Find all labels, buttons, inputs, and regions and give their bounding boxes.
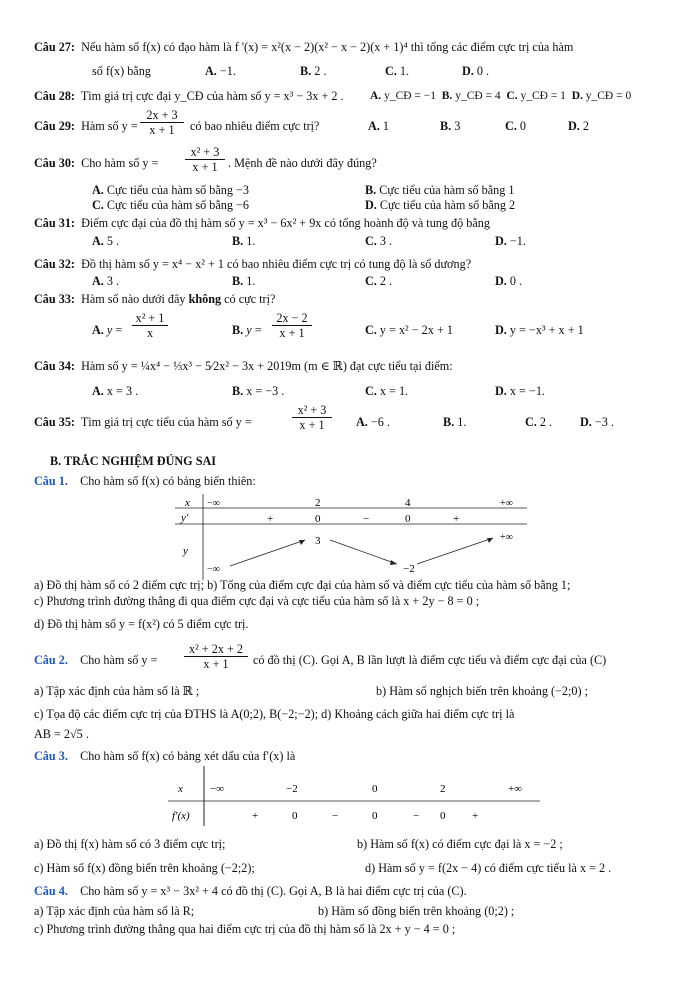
q28-opt-b[interactable]: B. y_CĐ = 4 — [441, 90, 501, 102]
c2-fraction: x² + 2x + 2 x + 1 — [184, 642, 248, 671]
q27-line1 — [34, 40, 573, 55]
q27-opt-a[interactable]: A. −1. — [205, 64, 236, 78]
q29-fraction: 2x + 3 x + 1 — [140, 108, 184, 137]
q35-opt-a[interactable]: A. −6 . — [356, 415, 390, 429]
q29-post: có bao nhiêu điểm cực trị? — [190, 119, 320, 133]
c1-y-val: −∞ — [207, 564, 220, 575]
q30-opt-c[interactable]: C. Cực tiểu của hàm số bằng −6 — [92, 198, 249, 212]
c3-sign: − — [413, 810, 420, 822]
c3-x-val: +∞ — [508, 783, 523, 795]
q28-stem: Câu 28: Tìm giá trị cực đại y_CĐ của hàm số y = x³ − 3x + 2 . — [34, 89, 344, 103]
q29-opt-d[interactable]: D. 2 — [568, 119, 589, 133]
q30-stem: Câu 30: Cho hàm số y = — [34, 156, 159, 170]
q35-opt-b[interactable]: B. 1. — [443, 415, 467, 429]
c2-stmt-b: b) Hàm số nghịch biến trên khoảng (−2;0) ; — [376, 684, 588, 698]
c3-x-header: x — [178, 783, 183, 795]
q33-opt-b[interactable]: B. y = — [232, 323, 262, 337]
q33-opt-d[interactable]: D. y = −x³ + x + 1 — [495, 323, 584, 337]
c1-yp-header: y′ — [181, 512, 189, 524]
section-b-title: B. TRẮC NGHIỆM ĐÚNG SAI — [50, 454, 217, 468]
q29-stem: Câu 29: Hàm số y = — [34, 119, 138, 133]
c3-stmt-a: a) Đồ thị f(x) hàm số có 3 điểm cực trị; — [34, 837, 226, 851]
q32-opt-b[interactable]: B. 1. — [232, 274, 256, 288]
c1-x-val: +∞ — [500, 498, 513, 509]
c2-stem: Câu 2. Cho hàm số y = — [34, 653, 158, 667]
q34-stem: Câu 34: Hàm số y = ¼x⁴ − ⅓x³ − 5⁄2x² − 3x + 2019m (m ∈ ℝ) đạt cực tiểu tại điểm: — [34, 359, 453, 373]
q35-stem: Câu 35: Tìm giá trị cực tiểu của hàm số y = — [34, 415, 252, 429]
q29-opt-a[interactable]: A. 1 — [368, 119, 389, 133]
q34-opt-b[interactable]: B. x = −3 . — [232, 384, 285, 398]
q27-line2 — [92, 64, 151, 79]
q31-opt-c[interactable]: C. 3 . — [365, 234, 393, 248]
q29-opt-c[interactable]: C. 0 — [505, 119, 526, 133]
c3-sign: 0 — [292, 810, 298, 822]
c1-y-val: +∞ — [500, 532, 513, 543]
q31-stem: Câu 31: Điểm cực đại của đồ thị hàm số y = x³ − 6x² + 9x có tổng hoành độ và tung độ bằng — [34, 216, 490, 230]
q27-text2: số f(x) bằng — [92, 64, 151, 78]
q30-opt-a[interactable]: A. Cực tiểu của hàm số bằng −3 — [92, 183, 249, 197]
c3-stmt-c: c) Hàm số f(x) đồng biến trên khoảng (−2;2); — [34, 861, 255, 875]
c3-x-val: −2 — [286, 783, 298, 795]
q32-opt-a[interactable]: A. 3 . — [92, 274, 120, 288]
q32-stem: Câu 32: Đồ thị hàm số y = x⁴ − x² + 1 có bao nhiêu điểm cực trị có tung độ là số dương? — [34, 257, 472, 271]
c1-variation-table — [175, 494, 530, 580]
c3-sign: − — [332, 810, 339, 822]
q33-stem: Câu 33: Hàm số nào dưới đây không có cực trị? — [34, 292, 276, 306]
q27-text: Nếu hàm số f(x) có đạo hàm là f '(x) = x²(x − 2)(x² − x − 2)(x + 1)⁴ thì tổng các điểm cực trị của hàm — [81, 40, 574, 54]
q28-opts — [370, 89, 631, 104]
c4-stmt-c: c) Phương trình đường thẳng qua hai điểm cực trị của đồ thị hàm số là 2x + y − 4 = 0 ; — [34, 922, 456, 936]
q28-opt-d[interactable]: D. y_CĐ = 0 — [571, 90, 632, 102]
q35-fraction: x² + 3 x + 1 — [292, 403, 332, 432]
c2-stmt-cd: c) Tọa độ các điểm cực trị của ĐTHS là A(0;2), B(−2;−2); d) Khoảng cách giữa hai điểm cực trị là — [34, 707, 515, 721]
c1-y-header: y — [183, 545, 188, 557]
q31-opt-b[interactable]: B. 1. — [232, 234, 256, 248]
q32-opt-c[interactable]: C. 2 . — [365, 274, 393, 288]
c3-x-val: 0 — [372, 783, 378, 795]
q30-opt-d[interactable]: D. Cực tiểu của hàm số bằng 2 — [365, 198, 516, 212]
q30-fraction: x² + 3 x + 1 — [185, 145, 225, 174]
c2-stmt-d2: AB = 2√5 . — [34, 727, 89, 741]
q33-opt-a[interactable]: A. y = — [92, 323, 123, 337]
c1-sign: + — [453, 513, 460, 525]
q34-opt-a[interactable]: A. x = 3 . — [92, 384, 139, 398]
c3-sign: + — [472, 810, 479, 822]
c2-post: có đồ thị (C). Gọi A, B lần lượt là điểm cực tiểu và điểm cực đại của (C) — [253, 653, 607, 667]
c1-sign: + — [267, 513, 274, 525]
c1-stmt-c: c) Phương trình đường thẳng đi qua điểm cực đại và cực tiểu của hàm số là x + 2y − 8 = 0 ; — [34, 594, 480, 608]
q34-opt-d[interactable]: D. x = −1. — [495, 384, 545, 398]
c4-stmt-a: a) Tập xác định của hàm số là R; — [34, 904, 195, 918]
q33-a-fraction: x² + 1 x — [132, 311, 168, 340]
q29-opt-b[interactable]: B. 3 — [440, 119, 461, 133]
q35-opt-d[interactable]: D. −3 . — [580, 415, 614, 429]
c2-stmt-a: a) Tập xác định của hàm số là ℝ ; — [34, 684, 200, 698]
q35-opt-c[interactable]: C. 2 . — [525, 415, 553, 429]
c1-sign: 0 — [315, 513, 321, 525]
q30-opt-b[interactable]: B. Cực tiểu của hàm số bằng 1 — [365, 183, 515, 197]
q34-opt-c[interactable]: C. x = 1. — [365, 384, 409, 398]
c1-sign: 0 — [405, 513, 411, 525]
q31-opt-a[interactable]: A. 5 . — [92, 234, 120, 248]
c3-sign: 0 — [372, 810, 378, 822]
q32-opt-d[interactable]: D. 0 . — [495, 274, 523, 288]
c3-stem: Câu 3. Cho hàm số f(x) có bảng xét dấu của f′(x) là — [34, 749, 296, 763]
c4-stmt-b: b) Hàm số đồng biến trên khoảng (0;2) ; — [318, 904, 515, 918]
c1-stem: Câu 1. Cho hàm số f(x) có bảng biến thiên: — [34, 474, 256, 488]
c1-arrow-down — [330, 540, 397, 564]
c3-stmt-d: d) Hàm số y = f(2x − 4) có điểm cực tiểu là x = 2 . — [365, 861, 612, 875]
c1-x-val: −∞ — [207, 498, 220, 509]
c4-stem: Câu 4. Cho hàm số y = x³ − 3x² + 4 có đồ thị (C). Gọi A, B là hai điểm cực trị của (C). — [34, 884, 467, 898]
c3-sign: 0 — [440, 810, 446, 822]
q27-opt-c[interactable]: C. 1. — [385, 64, 410, 78]
c3-stmt-b: b) Hàm số f(x) có điểm cực đại là x = −2 ; — [357, 837, 563, 851]
c3-sign-table — [168, 766, 543, 826]
q28-opt-c[interactable]: C. y_CĐ = 1 — [506, 90, 566, 102]
q30-post: . Mệnh đề nào dưới đây đúng? — [228, 156, 377, 170]
q33-b-fraction: 2x − 2 x + 1 — [272, 311, 312, 340]
q27-opt-b[interactable]: B. 2 . — [300, 64, 327, 78]
c1-x-val: 2 — [315, 497, 321, 509]
c1-arrow-up — [417, 538, 493, 564]
c1-x-header: x — [185, 497, 190, 509]
c1-stmt-ab: a) Đồ thị hàm số có 2 điểm cực trị; b) Tổng của điểm cực đại của hàm số và điểm cực tiểu của hàm số bằng 1; — [34, 578, 571, 592]
c3-x-val: −∞ — [210, 783, 225, 795]
c3-sign: + — [252, 810, 259, 822]
q27-opt-d[interactable]: D. 0 . — [462, 64, 490, 78]
c1-x-val: 4 — [405, 497, 411, 509]
q28-opt-a[interactable]: A. y_CĐ = −1 — [370, 90, 437, 102]
c3-x-val: 2 — [440, 783, 446, 795]
c1-arrow-up — [230, 540, 305, 566]
q31-opt-d[interactable]: D. −1. — [495, 234, 526, 248]
c1-stmt-d: d) Đồ thị hàm số y = f(x²) có 5 điểm cực trị. — [34, 617, 249, 631]
q27-label: Câu 27: — [34, 40, 75, 54]
c3-fp-header: f′(x) — [172, 810, 190, 822]
q33-opt-c[interactable]: C. y = x² − 2x + 1 — [365, 323, 453, 337]
c1-y-val: −2 — [403, 563, 415, 575]
c1-y-val: 3 — [315, 535, 321, 547]
c1-sign: − — [363, 513, 370, 525]
